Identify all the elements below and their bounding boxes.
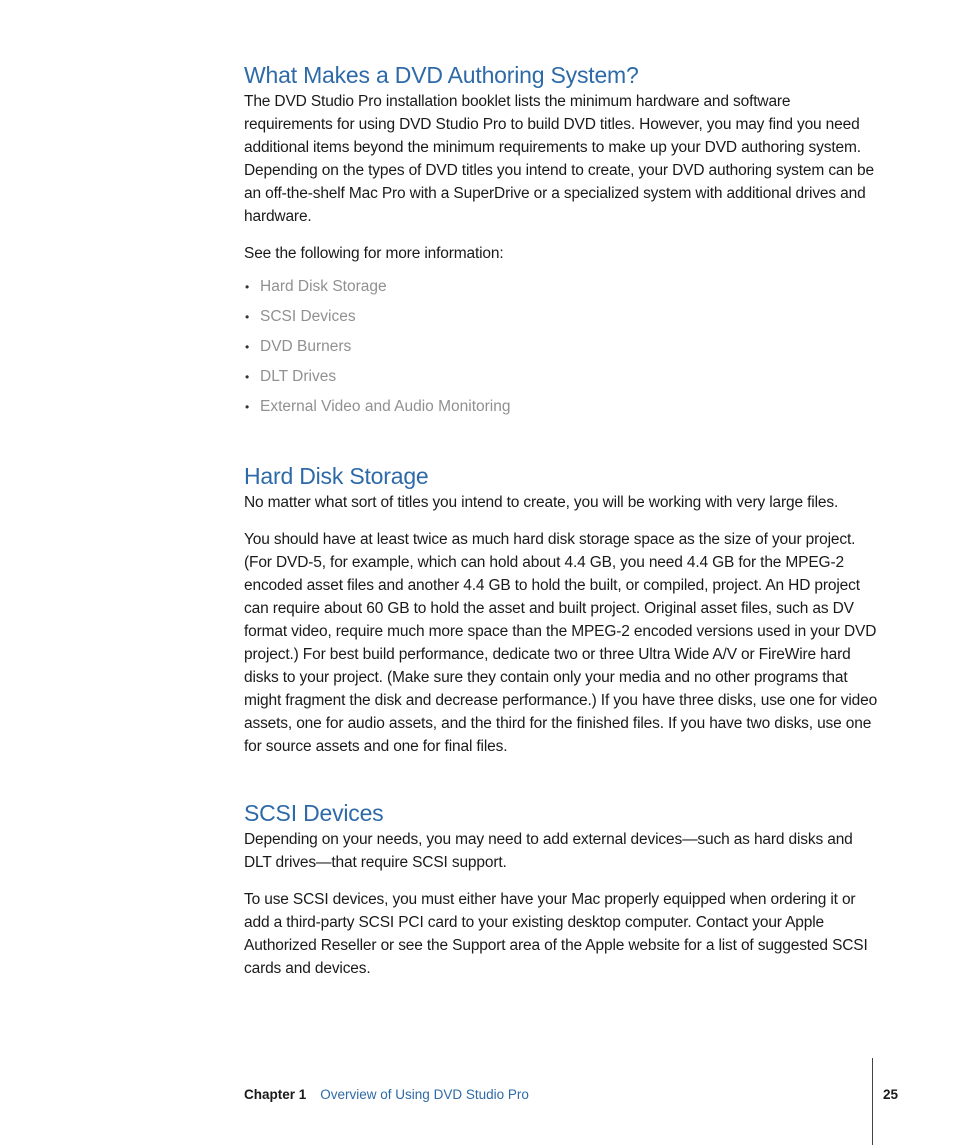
link-dlt-drives[interactable]: DLT Drives [260, 368, 337, 385]
section-dvd-authoring-system [244, 60, 880, 422]
body-paragraph: See the following for more information: [244, 245, 504, 262]
section-heading: SCSI Devices [244, 800, 384, 826]
chapter-label: Chapter 1 [244, 1087, 307, 1102]
body-paragraph: You should have at least twice as much hard disk storage space as the size of your project. (For DVD-5, for example, which can hold about 4.4 GB, you need 4.4 GB for the MPEG-2 encoded asset files and another 4.4 GB to hold the built, or compiled, project. An HD project can require about 60 GB to hold the asset and built project. Original asset files, such as DV format video, require much more space than the MPEG-2 encoded versions used in your DVD project.) For best build performance, dedicate two or three Ultra Wide A/V or FireWire hard disks to your project. (Make sure they contain only your media and no other programs that might fragment the disk and decrease performance.) If you have three disks, use one for video assets, one for audio assets, and the third for the finished files. If you have two disks, use one for source assets and one for final files. [244, 531, 878, 755]
page-number: 25 [883, 1087, 899, 1102]
page-footer [244, 1086, 894, 1104]
body-paragraph: No matter what sort of titles you intend to create, you will be working with very large files. [244, 494, 839, 511]
bullet-icon: • [245, 280, 250, 294]
bullet-icon: • [245, 340, 250, 354]
link-list [244, 272, 880, 422]
list-item [244, 302, 880, 332]
link-scsi-devices[interactable]: SCSI Devices [260, 308, 356, 325]
link-external-video-audio-monitoring[interactable]: External Video and Audio Monitoring [260, 398, 511, 415]
section-scsi-devices [244, 798, 880, 980]
page-content [244, 60, 880, 980]
list-item [244, 332, 880, 362]
link-hard-disk-storage[interactable]: Hard Disk Storage [260, 278, 387, 295]
bullet-icon: • [245, 370, 250, 384]
link-dvd-burners[interactable]: DVD Burners [260, 338, 352, 355]
body-paragraph: The DVD Studio Pro installation booklet lists the minimum hardware and software requirements for using DVD Studio Pro to build DVD titles. However, you may find you need additional items beyond the minimum requirements to make up your DVD authoring system. Depending on the types of DVD titles you intend to create, your DVD authoring system can be an off-the-shelf Mac Pro with a SuperDrive or a specialized system with additional drives and hardware. [244, 93, 874, 225]
section-heading: What Makes a DVD Authoring System? [244, 62, 639, 88]
section-hard-disk-storage [244, 461, 880, 758]
body-paragraph: To use SCSI devices, you must either have your Mac properly equipped when ordering it or add a third-party SCSI PCI card to your existing desktop computer. Contact your Apple Authorized Reseller or see the Support area of the Apple website for a list of suggested SCSI cards and devices. [244, 891, 868, 977]
section-heading: Hard Disk Storage [244, 463, 429, 489]
chapter-title-link[interactable]: Overview of Using DVD Studio Pro [320, 1087, 529, 1102]
bullet-icon: • [245, 310, 250, 324]
body-paragraph: Depending on your needs, you may need to add external devices—such as hard disks and DLT drives—that require SCSI support. [244, 831, 853, 871]
list-item [244, 272, 880, 302]
list-item [244, 362, 880, 392]
bullet-icon: • [245, 400, 250, 414]
footer-divider [872, 1058, 873, 1145]
list-item [244, 392, 880, 422]
